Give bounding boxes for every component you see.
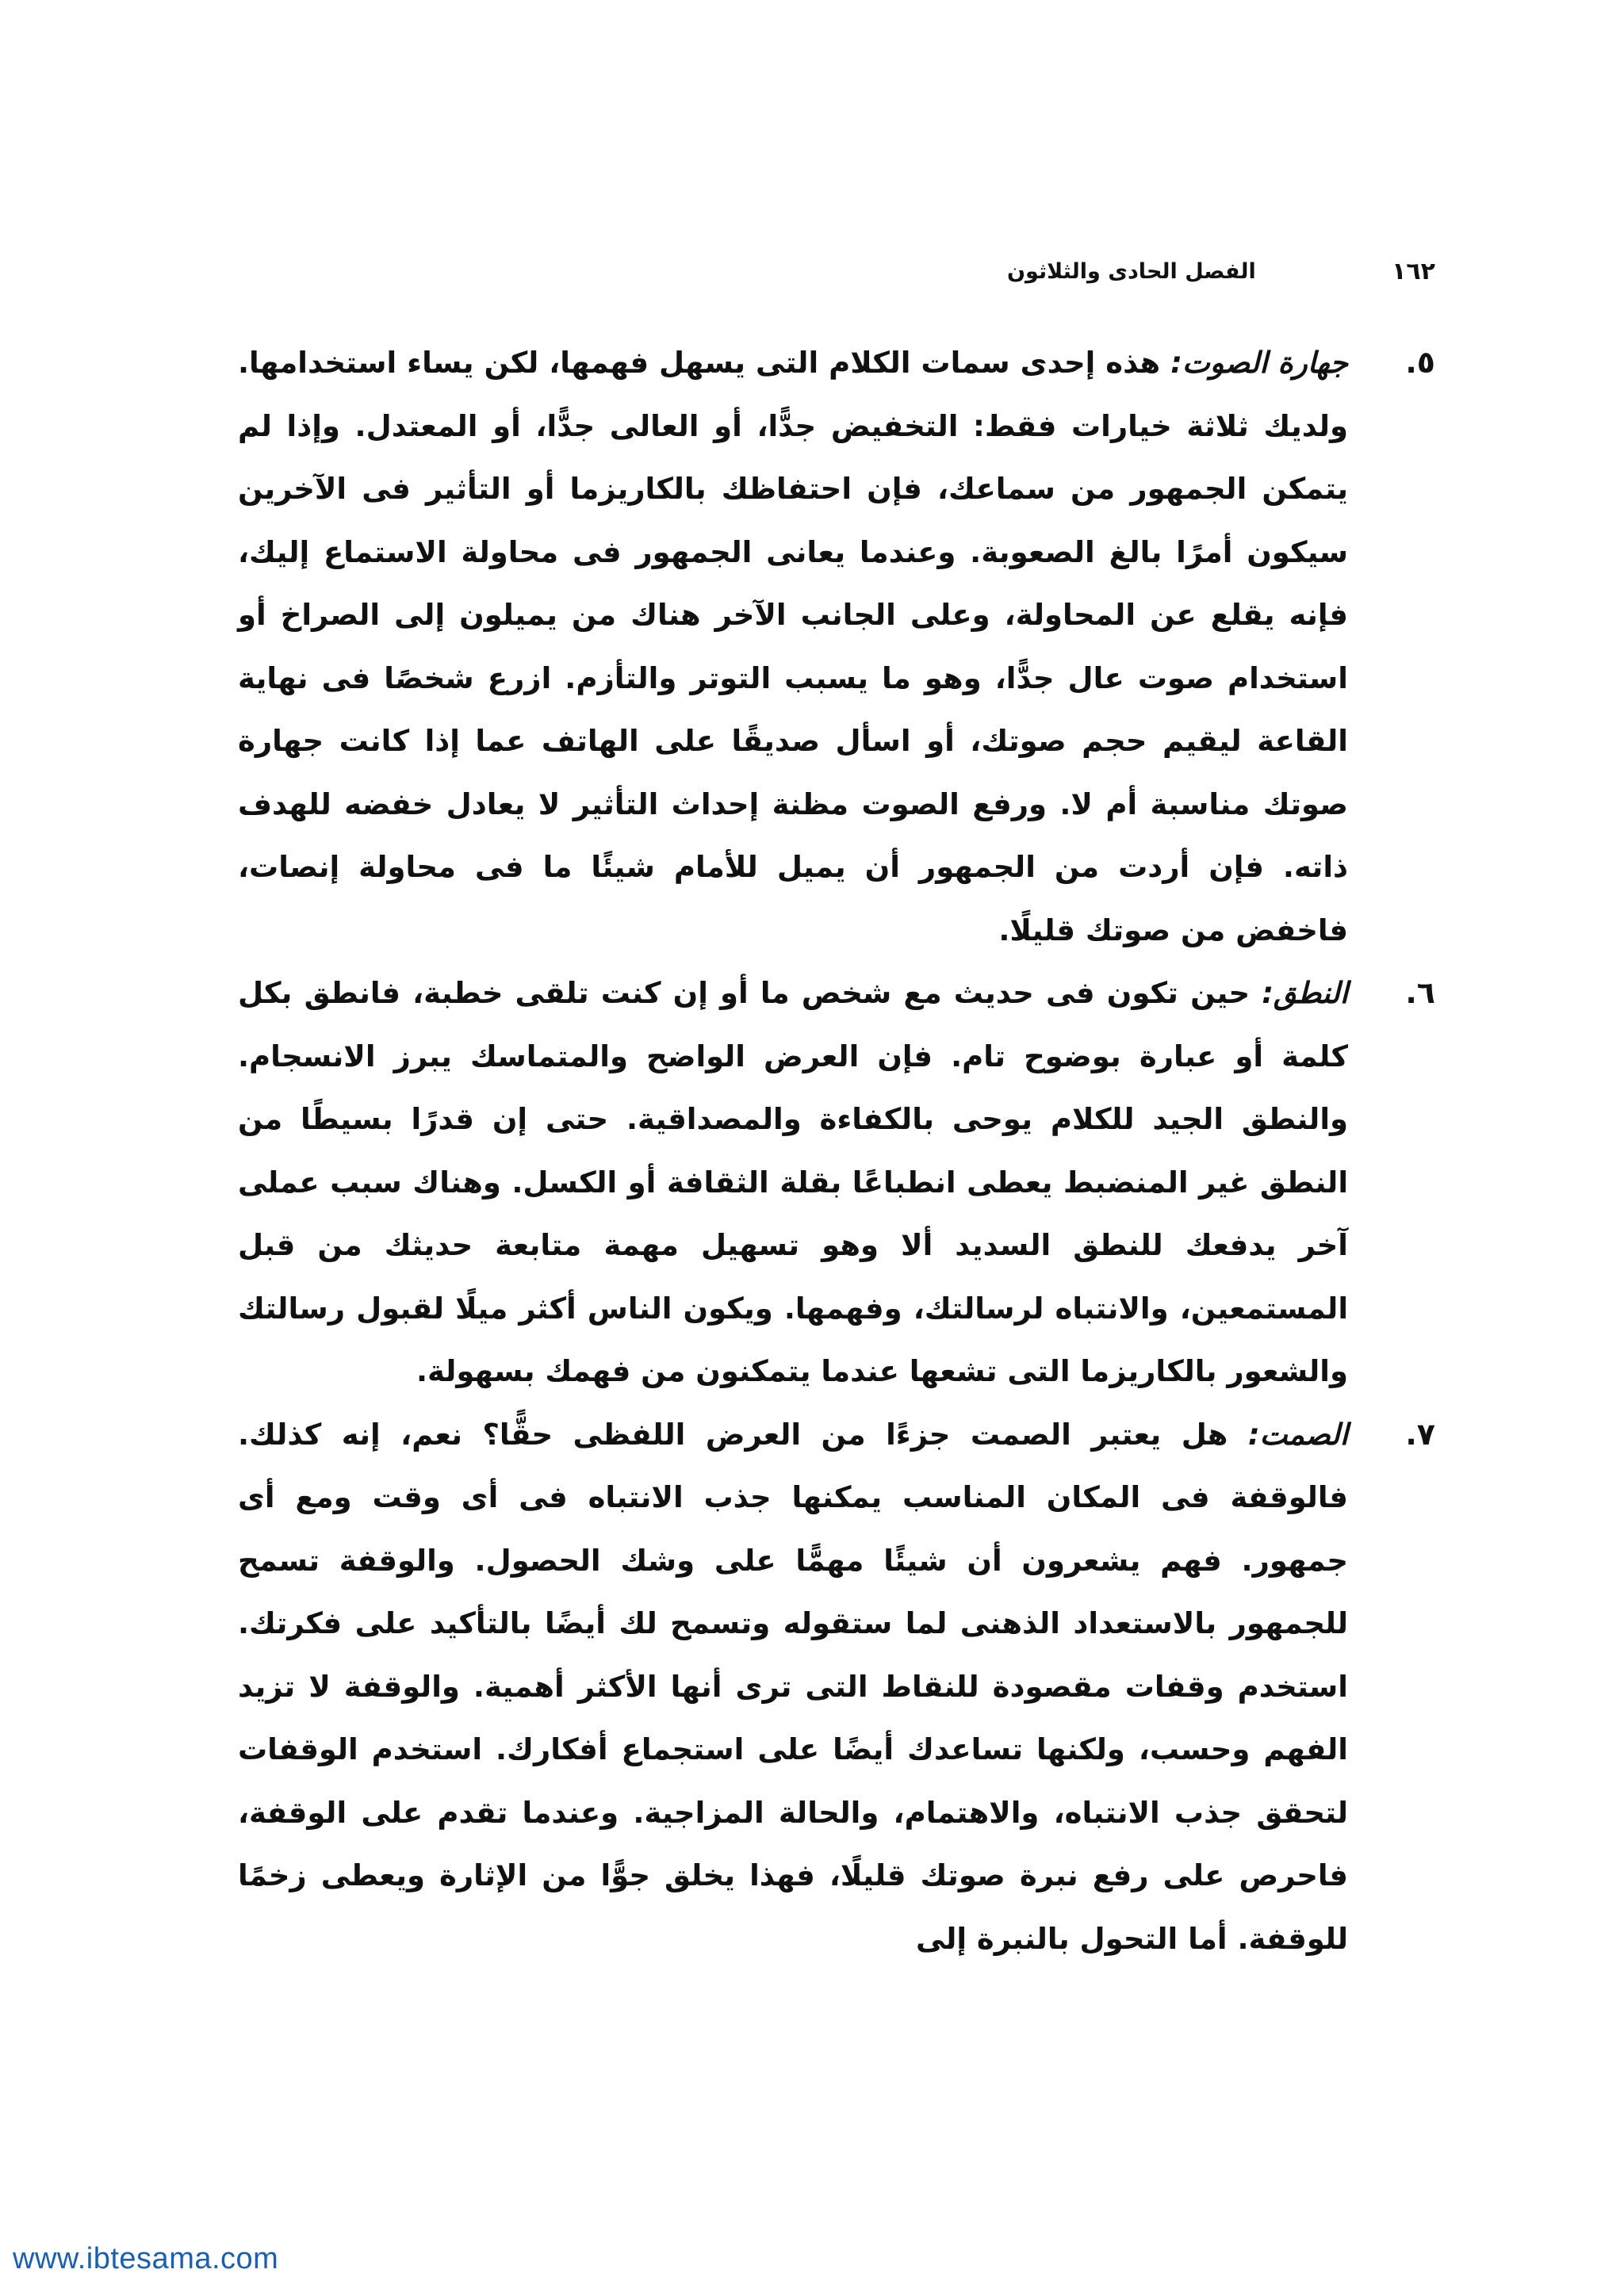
item-text: هل يعتبر الصمت جزءًا من العرض اللفظى حقًّا؟ نعم، إنه كذلك. فالوقفة فى المكان المناسب يمكنها جذب الانتباه فى أى وقت ومع أى جمهور. فهم يشعرون أن شيئًا مهمًّا على وشك الحصول. والوقفة تسمح للجمهور بالاستعداد الذهنى لما ستقوله وتسمح لك أيضًا بالتأكيد على فكرتك. استخدم وقفات مقصودة للنقاط التى ترى أنها الأكثر أهمية. والوقفة لا تزيد الفهم وحسب، ولكنها تساعدك أيضًا على استجماع أفكارك. استخدم الوقفات لتحقق جذب الانتباه، والاهتمام، والحالة المزاجية. وعندما تقدم على الوقفة، فاحرص على رفع نبرة صوتك قليلًا، فهذا يخلق جوًّا من الإثارة ويعطى زخمًا للوقفة. أما التحول بالنبرة إلى (238, 1417, 1348, 1956)
item-paragraph (238, 331, 1348, 962)
website-watermark: www.ibtesama.com (13, 2242, 279, 2275)
item-paragraph (238, 1403, 1348, 1971)
item-term: النطق: (1262, 976, 1348, 1010)
item-text: هذه إحدى سمات الكلام التى يسهل فهمها، لكن يساء استخدامها. ولديك ثلاثة خيارات فقط: التخفيض جدًّا، أو العالى جدًّا، أو المعتدل. وإذا لم يتمكن الجمهور من سماعك، فإن احتفاظك بالكاريزما أو التأثير فى الآخرين سيكون أمرًا بالغ الصعوبة. وعندما يعانى الجمهور فى محاولة الاستماع إليك، فإنه يقلع عن المحاولة، وعلى الجانب الآخر هناك من يميلون إلى الصراخ أو استخدام صوت عال جدًّا، وهو ما يسبب التوتر والتأزم. ازرع شخصًا فى نهاية القاعة ليقيم حجم صوتك، أو اسأل صديقًا على الهاتف عما إذا كانت جهارة صوتك مناسبة أم لا. ورفع الصوت مظنة إحداث التأثير لا يعادل خفضه للهدف ذاته. فإن أردت من الجمهور أن يميل للأمام شيئًا ما فى محاولة إنصات، فاخفض من صوتك قليلًا. (238, 346, 1348, 947)
page-number: ١٦٢ (1392, 257, 1435, 285)
item-term: الصمت: (1247, 1417, 1348, 1452)
item-paragraph (238, 962, 1348, 1403)
numbered-list (238, 331, 1435, 1970)
item-term: جهارة الصوت: (1170, 346, 1348, 380)
item-text: حين تكون فى حديث مع شخص ما أو إن كنت تلقى خطبة، فانطق بكل كلمة أو عبارة بوضوح تام. فإن العرض الواضح والمتماسك يبرز الانسجام. والنطق الجيد للكلام يوحى بالكفاءة والمصداقية. حتى إن قدرًا بسيطًا من النطق غير المنضبط يعطى انطباعًا بقلة الثقافة أو الكسل. وهناك سبب عملى آخر يدفعك للنطق السديد ألا وهو تسهيل مهمة متابعة حديثك من قبل المستمعين، والانتباه لرسالتك، وفهمها. ويكون الناس أكثر ميلًا لقبول رسالتك والشعور بالكاريزما التى تشعها عندما يتمكنون من فهمك بسهولة. (238, 976, 1348, 1388)
list-item (238, 962, 1435, 1403)
running-header (1007, 252, 1435, 290)
list-item (238, 1403, 1435, 1971)
item-number: ٥. (1405, 345, 1435, 380)
list-item (238, 331, 1435, 962)
item-number: ٧. (1405, 1416, 1435, 1452)
chapter-title: الفصل الحادى والثلاثون (1007, 258, 1256, 284)
item-number: ٦. (1405, 975, 1435, 1010)
